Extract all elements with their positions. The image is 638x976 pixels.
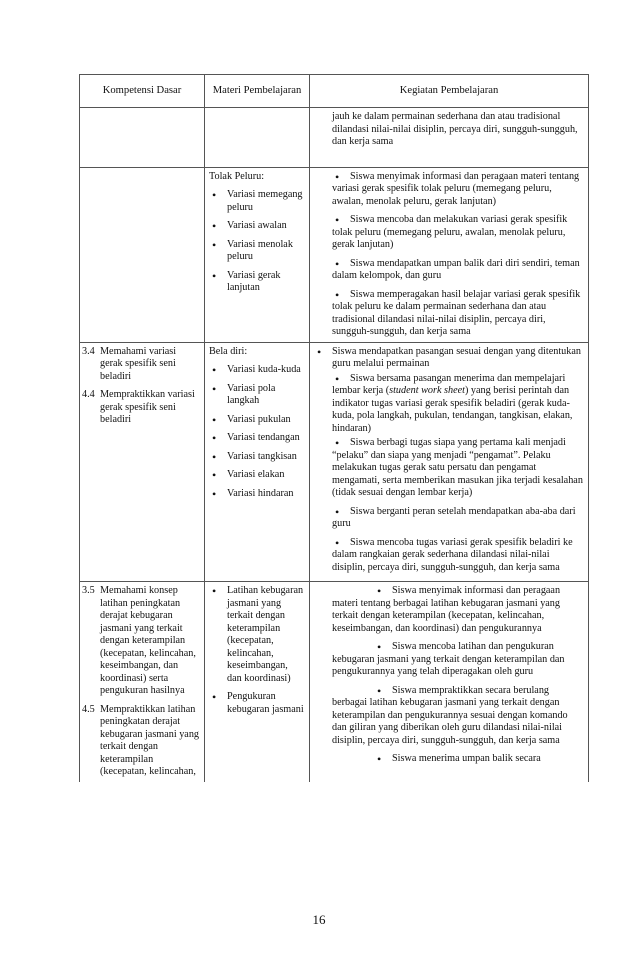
list-item: • Variasi pola langkah	[209, 383, 305, 408]
list-item: • Pengukuran kebugaran jasmani	[209, 691, 305, 716]
list-item: • Variasi elakan	[209, 469, 305, 482]
kd-item	[82, 585, 200, 698]
activity-item: • Siswa berbagi tugas siapa yang pertama kali menjadi “pelaku” dan siapa yang menjadi “pengamat”. Pelaku melakukan tugas gerak satu persatu dan pengamat mengamati, serta memberikan masukan jika terjadi kesalahan (tidak sesuai dengan lembar kerja)	[314, 437, 584, 500]
header-materi: Materi Pembelajaran	[205, 75, 310, 108]
header-kompetensi: Kompetensi Dasar	[80, 75, 205, 108]
materi-cell	[205, 342, 310, 582]
materi-cell	[205, 167, 310, 342]
list-item: • Variasi hindaran	[209, 488, 305, 501]
kd-item	[82, 346, 200, 384]
kd-number: 3.5	[82, 585, 95, 596]
activity-item: • Siswa menyimak informasi dan peragaan materi tentang berbagai latihan kebugaran jasmani yang terkait dengan keterampilan (kecepatan, kelincahan, keseimbangan, dan koordinasi) dan pengukurannya	[314, 585, 584, 635]
activity-item: • Siswa memperagakan hasil belajar variasi gerak spesifik tolak peluru ke dalam permainan sederhana dan atau tradisional dilandasi nilai-nilai disiplin, percaya diri, sungguh-sungguh, dan kerja sama	[314, 289, 584, 339]
kegiatan-cell	[310, 167, 589, 342]
kd-item	[82, 704, 200, 779]
activity-item: • Siswa mencoba dan melakukan variasi gerak spesifik tolak peluru (memegang peluru, awalan, menolak peluru, gerak lanjutan)	[314, 214, 584, 252]
table-row	[80, 108, 589, 168]
list-item: • Variasi gerak lanjutan	[209, 270, 305, 295]
list-item: • Latihan kebugaran jasmani yang terkait dengan keterampilan (kecepatan, kelincahan, keseimbangan, dan koordinasi)	[209, 585, 305, 685]
kegiatan-cell	[310, 342, 589, 582]
list-item: • Variasi tangkisan	[209, 451, 305, 464]
kd-cell	[80, 167, 205, 342]
activity-item: • Siswa berganti peran setelah mendapatkan aba-aba dari guru	[314, 506, 584, 531]
list-item: • Variasi kuda-kuda	[209, 364, 305, 377]
kd-text: Mempraktikkan latihan peningkatan derajat kebugaran jasmani yang terkait dengan keterampilan (kecepatan, kelincahan,	[100, 703, 200, 777]
kd-text: Memahami konsep latihan peningkatan derajat kebugaran jasmani yang terkait dengan keterampilan (kecepatan, kelincahan, keseimbangan, dan koordinasi) serta pengukuran hasilnya	[100, 585, 196, 696]
header-kegiatan: Kegiatan Pembelajaran	[310, 75, 589, 108]
table-row	[80, 342, 589, 582]
kd-number: 4.4	[82, 389, 95, 400]
kd-text: Mempraktikkan variasi gerak spesifik seni beladiri	[100, 389, 195, 425]
kd-cell	[80, 108, 205, 168]
activity-item: • Siswa menyimak informasi dan peragaan materi tentang variasi gerak spesifik tolak peluru (memegang peluru, awalan, menolak peluru, gerak lanjutan)	[314, 171, 584, 209]
kegiatan-cell	[310, 582, 589, 782]
continued-text: jauh ke dalam permainan sederhana dan atau tradisional dilandasi nilai-nilai disiplin, percaya diri, sungguh-sungguh, dan kerja sama	[332, 111, 578, 147]
activity-item: • Siswa mendapatkan pasangan sesuai dengan yang ditentukan guru melalui permainan	[314, 346, 584, 371]
kd-number: 3.4	[82, 345, 95, 357]
kd-cell	[80, 582, 205, 782]
list-item: • Variasi tendangan	[209, 432, 305, 445]
activity-item: • Siswa mencoba tugas variasi gerak spesifik beladiri ke dalam rangkaian gerak sederhana dilandasi nilai-nilai disiplin, percaya diri, sungguh-sungguh, dan kerja sama	[314, 537, 584, 575]
list-item: • Variasi memegang peluru	[209, 189, 305, 214]
kegiatan-cell	[310, 108, 589, 168]
materi-cell	[205, 108, 310, 168]
materi-title: Tolak Peluru:	[209, 170, 265, 182]
activity-item: • Siswa mencoba latihan dan pengukuran kebugaran jasmani yang terkait dengan keterampilan dan pengukurannya yang telah diperagakan oleh guru	[314, 641, 584, 679]
table-row	[80, 582, 589, 782]
kd-cell	[80, 342, 205, 582]
table-row	[80, 167, 589, 342]
materi-cell	[205, 582, 310, 782]
activity-italic: student work sheet	[389, 385, 465, 396]
activity-item: • Siswa menerima umpan balik secara	[314, 753, 584, 766]
kd-number: 4.5	[82, 703, 95, 715]
activity-item	[314, 373, 584, 436]
kd-text: Memahami variasi gerak spesifik seni beladiri	[100, 345, 177, 382]
page-number: 16	[312, 912, 326, 927]
materi-title: Bela diri:	[209, 345, 248, 357]
activity-text: Siswa bersama pasangan menerima dan mempelajari lembar kerja (	[332, 372, 566, 396]
table-header-row	[80, 75, 589, 108]
activity-item: • Siswa mendapatkan umpan balik dari diri sendiri, teman dalam kelompok, dan guru	[314, 258, 584, 283]
activity-item: • Siswa mempraktikkan secara berulang berbagai latihan kebugaran jasmani yang terkait dengan keterampilan dan pengukurannya sesuai dengan komando dan giliran yang diberikan oleh guru dilandasi nilai-nilai disiplin, percaya diri, sungguh-sungguh, dan kerja sama	[314, 685, 584, 748]
list-item: • Variasi awalan	[209, 220, 305, 233]
kd-item	[82, 389, 200, 427]
list-item: • Variasi menolak peluru	[209, 239, 305, 264]
activity-text: ) yang berisi perintah dan indikator tugas variasi gerak spesifik beladiri (gerak kuda-kuda, pola langkah, pukulan, tendangan, tangkisan, elakan, hindaran)	[332, 385, 573, 434]
list-item: • Variasi pukulan	[209, 414, 305, 427]
learning-table	[79, 74, 589, 782]
